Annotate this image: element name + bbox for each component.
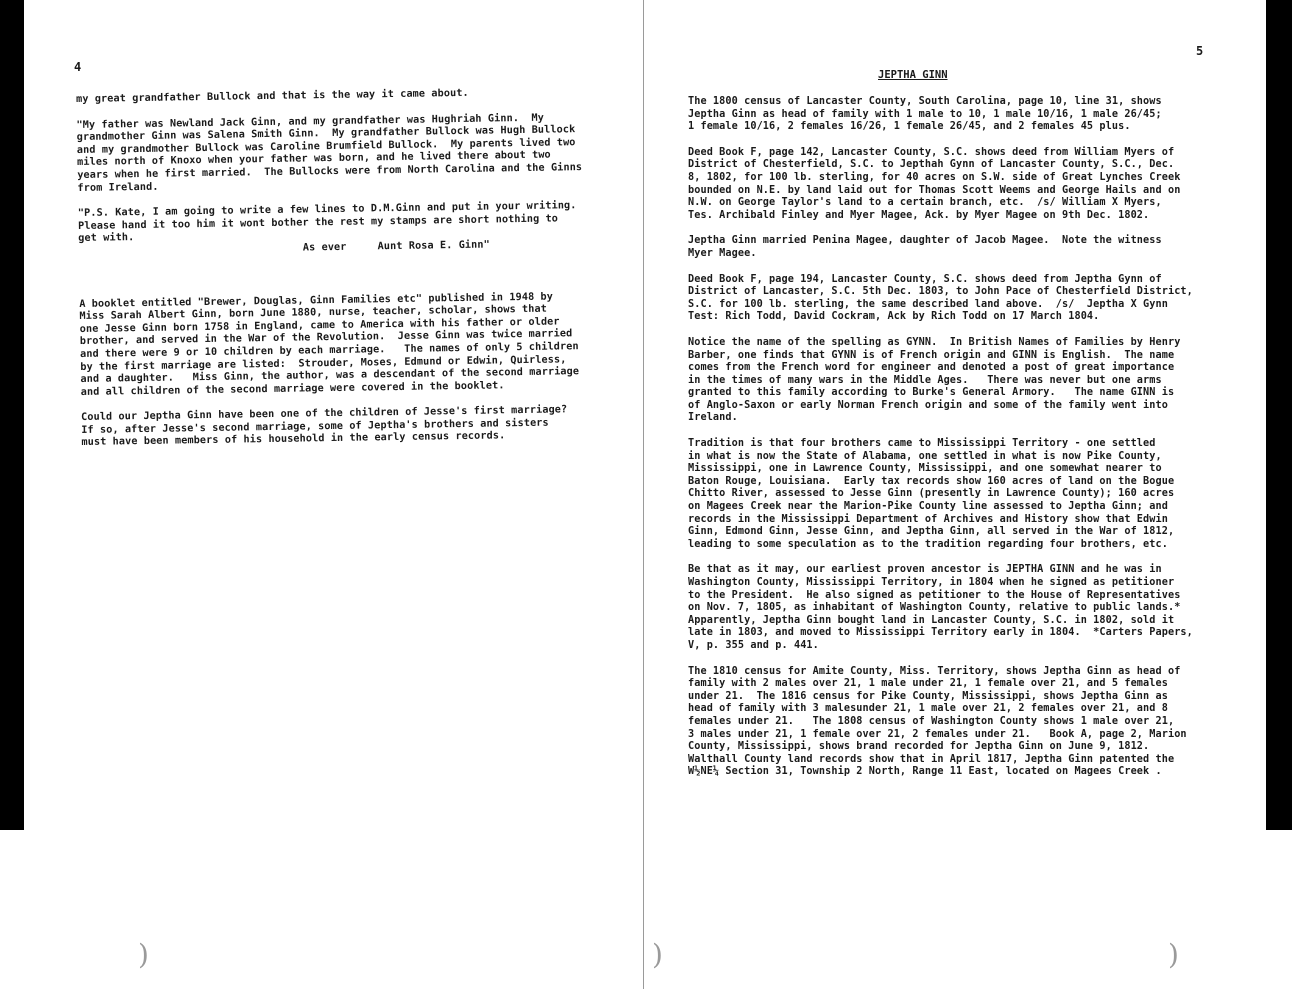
paragraph: A booklet entitled "Brewer, Douglas, Ginn Families etc" published in 1948 by Miss Sarah Albert Ginn, born June 1880, nurse, teacher, scholar, shows that one Jesse Ginn born 1758 in England, came to America with his father or older brother, and served in the War of the Revolution. Jesse Ginn was twice married and there were 9 or 10 children by each marriage. The names of only 5 children by the first marriage are listed: Strouder, Moses, Edmund or Edwin, Quirless, and a daughter. Miss Ginn, the author, was a descendant of the second marriage and all children of the second marriage were covered in the booklet. <box>79 291 580 398</box>
scan-edge-left <box>0 0 24 830</box>
paragraph: Jeptha Ginn married Penina Magee, daughter of Jacob Magee. Note the witness Myer Magee. <box>688 235 1162 259</box>
scan-edge-right <box>1266 0 1292 830</box>
right-page-body <box>688 96 1228 792</box>
paragraph: The 1810 census for Amite County, Miss. Territory, shows Jeptha Ginn as head of family with 2 males over 21, 1 male under 21, 1 female over 21, and 5 females under 21. The 1816 census for Pike County, Mississippi, shows Jeptha Ginn as head of family with 3 malesunder 21, 1 male over 21, 2 females over 21, and 8 females under 21. The 1808 census of Washington County shows 1 male over 21, 3 males under 21, 1 female over 21, 2 females under 21. Book A, page 2, Marion County, Mississippi, shows brand recorded for Jeptha Ginn on June 9, 1812. Walthall County land records show that in April 1817, Jeptha Ginn patented the W½NE¼ Section 31, Township 2 North, Range 11 East, located on Magees Creek . <box>688 665 1187 778</box>
paragraph: my great grandfather Bullock and that is the way it came about. <box>76 87 469 105</box>
binding-mark-icon: ) <box>1168 938 1179 971</box>
paragraph: Be that as it may, our earliest proven ancestor is JEPTHA GINN and he was in Washington County, Mississippi Territory, in 1804 when he signed as petitioner to the President. He also signed as petitioner to the House of Representatives on Nov. 7, 1805, as inhabitant of Washington County, relative to public lands.* Apparently, Jeptha Ginn bought land in Lancaster County, S.C. in 1802, sold it late in 1803, and moved to Mississippi Territory early in 1804. *Carters Papers, V, p. 355 and p. 441. <box>688 564 1193 651</box>
paragraph: "P.S. Kate, I am going to write a few lines to D.M.Ginn and put in your writing. Please hand it too him it wont bother the rest my stamps are short nothing to get with. As ever Aunt Rosa E. Ginn" <box>77 200 577 257</box>
left-page-number: 4 <box>74 60 82 74</box>
paragraph: Could our Jeptha Ginn have been one of the children of Jesse's first marriage? If so, after Jesse's second marriage, some of Jeptha's brothers and sisters must have been members of his household in the early census records. <box>80 404 568 449</box>
paragraph: Deed Book F, page 142, Lancaster County, S.C. shows deed from William Myers of District of Chesterfield, S.C. to Jepthah Gynn of Lancaster County, S.C., Dec. 8, 1802, for 100 lb. sterling, for 40 acres on S.W. side of Great Lynches Creek bounded on N.E. by land laid out for Thomas Scott Weems and George Hails and on N.W. on George Taylor's land to a certain branch, etc. /s/ William X Myers, Tes. Archibald Finley and Myer Magee, Ack. by Myer Magee on 9th Dec. 1802. <box>688 146 1181 221</box>
right-page-number: 5 <box>1196 44 1204 58</box>
paragraph: Tradition is that four brothers came to Mississippi Territory - one settled in what is now the State of Alabama, one settled in what is now Pike County, Mississippi, one in Lawrence County, Mississippi, and one somewhat nearer to Baton Rouge, Louisiana. Early tax records show 160 acres of land on the Bogue Chitto River, assessed to Jesse Ginn (presently in Lawrence County); 160 acres on Magees Creek near the Marion-Pike County line assessed to Jeptha Ginn; and records in the Mississippi Department of Archives and History show that Edwin Ginn, Edmond Ginn, Jesse Ginn, and Jeptha Ginn, all served in the War of 1812, leading to some speculation as to the tradition regarding four brothers, etc. <box>688 438 1175 550</box>
binding-mark-icon: ) <box>652 938 663 971</box>
page-gutter <box>643 0 644 989</box>
paragraph: "My father was Newland Jack Ginn, and my grandfather was Hughriah Ginn. My grandmother Ginn was Salena Smith Ginn. My grandfather Bullock was Hugh Bullock and my grandmother Bullock was Caroline Brumfield Bullock. My parents lived two miles north of Knoxo when your father was born, and he lived there about two years when he first married. The Bullocks were from North Carolina and the Ginns from Ireland. <box>76 112 583 194</box>
paragraph: Deed Book F, page 194, Lancaster County, S.C. shows deed from Jeptha Gynn of District of Lancaster, S.C. 5th Dec. 1803, to John Pace of Chesterfield District, S.C. for 100 lb. sterling, the same described land above. /s/ Jeptha X Gynn Test: Rich Todd, David Cockram, Ack by Rich Todd on 17 March 1804. <box>688 273 1193 323</box>
page-title: JEPTHA GINN <box>878 69 948 81</box>
binding-mark-icon: ) <box>138 938 149 971</box>
left-page-body <box>76 86 622 463</box>
paragraph: The 1800 census of Lancaster County, South Carolina, page 10, line 31, shows Jeptha Ginn as head of family with 1 male to 10, 1 male 10/16, 1 male 26/45; 1 female 10/16, 2 females 16/26, 1 female 26/45, and 2 females 45 plus. <box>688 96 1162 133</box>
paragraph: Notice the name of the spelling as GYNN. In British Names of Families by Henry Barber, one finds that GYNN is of French origin and GINN is English. The name comes from the French word for engineer and denoted a post of great importance in the times of many wars in the Middle Ages. There was never but one arms granted to this family according to Burke's General Armory. The name GINN is of Anglo-Saxon or early Norman French origin and some of the family went into Ireland. <box>688 336 1181 424</box>
